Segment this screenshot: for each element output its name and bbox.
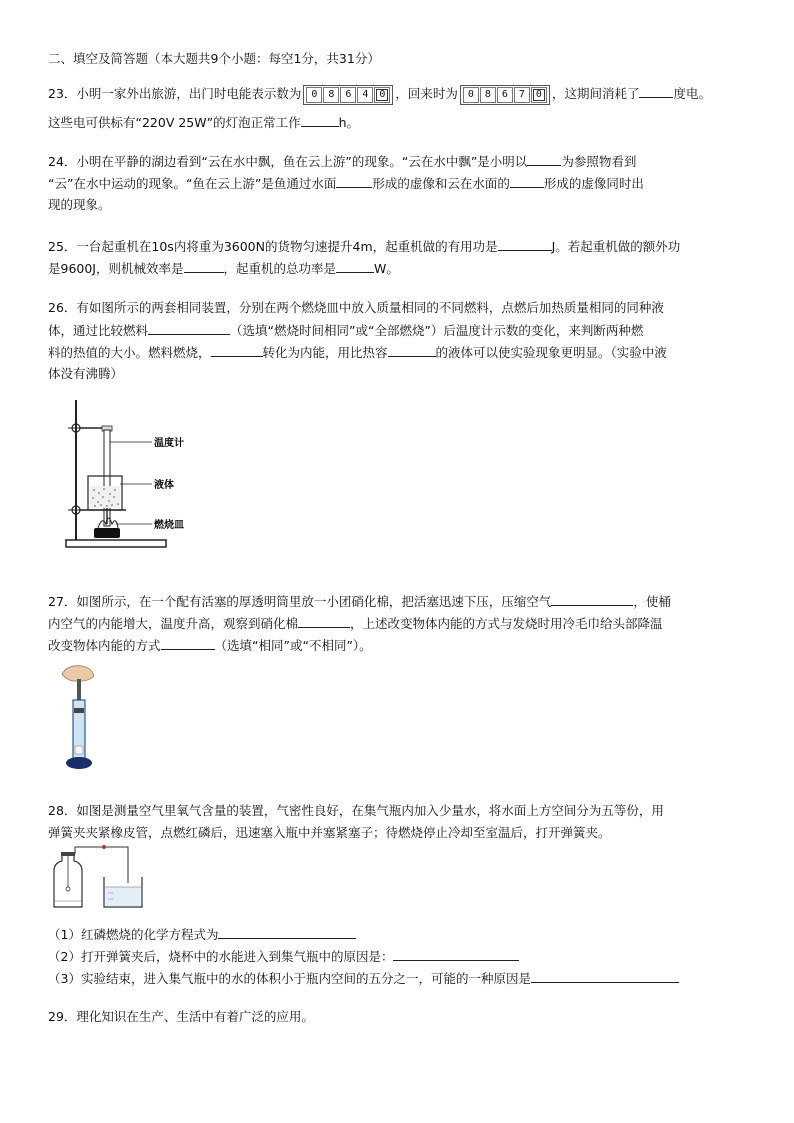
q25-l2b: ，起重机的总功率是 [223,261,337,276]
q23-text-c: ，这期间消耗了 [551,86,640,101]
oxygen-measurement-figure [48,843,144,911]
q23-text-b: ，回来时为 [395,86,458,101]
question-26-line-3 [48,343,667,362]
answer-blank[interactable] [184,259,224,273]
q27-l1b: ，使桶 [633,594,671,609]
q25-l2a: 是9600J，则机械效率是 [48,261,184,276]
question-27-line-1 [48,592,671,611]
answer-blank[interactable] [336,259,374,273]
meter-digit: 4 [357,87,373,103]
answer-blank[interactable] [211,343,263,357]
answer-blank[interactable] [336,174,372,188]
q24-l1b: 为参照物看到 [561,154,637,169]
answer-blank[interactable] [161,636,215,650]
question-26-line-1: 26．有如图所示的两套相同装置，分别在两个燃烧皿中放入质量相同的不同燃料，点燃后加热质量相同的同种液 [48,300,664,315]
q27-l3a: 改变物体内能的方式 [48,638,161,653]
tube-base [66,757,92,769]
meter-digit: 8 [480,87,496,103]
q26-l2a: 体，通过比较燃料 [48,323,149,338]
q25-l2c: W。 [374,261,399,276]
stand-base [66,540,166,547]
meter-end-reading [460,85,550,105]
meter-digit: 0 [306,87,322,103]
question-23-line-1 [48,84,711,105]
q24-l2b: 形成的虚像和云在水面的 [372,176,510,191]
answer-blank[interactable] [301,113,339,127]
q28-s3: （3）实验结束，进入集气瓶中的水的体积小于瓶内空间的五分之一，可能的一种原因是 [48,971,531,986]
q23-text-d: 度电。 [673,86,711,101]
question-24-line-1 [48,152,636,171]
question-26-line-4: 体没有沸腾） [48,366,124,381]
answer-blank[interactable] [510,174,544,188]
answer-blank[interactable] [298,614,350,628]
q27-l2a: 内空气的内能增大，温度升高，观察到硝化棉 [48,616,299,631]
compression-cylinder-figure [58,664,108,772]
label-dish: 燃烧皿 [154,520,184,531]
question-28-line-1: 28．如图是测量空气里氧气含量的装置，气密性良好，在集气瓶内加入少量水，将水面上方空间分为五等份，用 [48,803,664,818]
q23-line2-a: 这些电可供标有“220V 25W”的灯泡正常工作 [48,115,301,130]
q24-l1a: 24．小明在平静的湖边看到“云在水中飘，鱼在云上游”的现象。“云在水中飘”是小明以 [48,154,528,169]
meter-digit: 6 [497,87,513,103]
question-27-line-2 [48,614,663,633]
meter-start-reading [303,85,393,105]
answer-blank[interactable] [218,925,356,939]
answer-blank[interactable] [393,947,519,961]
question-24-line-2 [48,174,644,193]
q24-l2c: 形成的虚像同时出 [543,176,644,191]
meter-digit: 0 [463,87,479,103]
q26-l3c: 的液体可以使实验现象更明显。（实验中液 [435,345,667,360]
q26-l3a: 料的热值的大小。燃料燃烧， [48,345,211,360]
meter-digit: 0 [374,87,390,103]
heating-apparatus-figure [62,396,212,552]
meter-digit: 6 [340,87,356,103]
q26-l2b: （选填“燃烧时间相同”或“全部燃烧”）后温度计示数的变化，来判断两种燃 [230,323,644,338]
question-28-sub-3 [48,969,679,988]
meter-digit: 8 [323,87,339,103]
section-header: 二、填空及简答题（本大题共9个小题：每空1分，共31分） [48,51,380,66]
answer-blank[interactable] [148,321,230,335]
q24-l2a: “云”在水中运动的现象。“鱼在云上游”是鱼通过水面 [48,176,337,191]
answer-blank[interactable] [531,969,679,983]
meter-digit: 7 [514,87,530,103]
answer-blank[interactable] [388,343,436,357]
label-thermometer: 温度计 [154,438,184,449]
spring-clip [102,845,106,849]
q25-l1a: 25．一台起重机在10s内将重为3600N的货物匀速提升4m，起重机做的有用功是 [48,239,498,254]
question-28-sub-2 [48,947,519,966]
question-28-sub-1 [48,925,356,944]
hand [62,666,94,681]
q25-l1b: J。若起重机做的额外功 [551,239,681,254]
q27-l3b: （选填“相同”或“不相同”）。 [214,638,372,653]
question-24-line-3: 现的现象。 [48,197,111,212]
question-27-line-3 [48,636,372,655]
meter-digit: 0 [531,87,547,103]
q26-l3b: 转化为内能，用比热容 [262,345,388,360]
answer-blank[interactable] [639,84,673,98]
question-28-line-2: 弹簧夹夹紧橡皮管，点燃红磷后，迅速塞入瓶中并塞紧塞子；待燃烧停止冷却至室温后，打开弹簧夹。 [48,825,611,840]
question-25-line-2 [48,259,399,278]
burner-dish [94,528,120,538]
q27-l2b: ，上述改变物体内能的方式与发烧时用冷毛巾给头部降温 [350,616,663,631]
question-26-line-2 [48,321,643,340]
answer-blank[interactable] [498,237,552,251]
label-liquid: 液体 [154,480,174,491]
q23-line2-b: h。 [338,115,360,130]
answer-blank[interactable] [551,592,633,606]
q28-s2: （2）打开弹簧夹后，烧杯中的水能进入到集气瓶中的原因是： [48,949,394,964]
question-25-line-1 [48,237,680,256]
q28-s1: （1）红磷燃烧的化学方程式为 [48,927,219,942]
question-29-line-1: 29．理化知识在生产、生活中有着广泛的应用。 [48,1009,314,1024]
q27-l1a: 27．如图所示，在一个配有活塞的厚透明筒里放一小团硝化棉，把活塞迅速下压，压缩空气 [48,594,552,609]
answer-blank[interactable] [527,152,561,166]
q23-text-a: 23．小明一家外出旅游，出门时电能表示数为 [48,86,302,101]
question-23-line-2 [48,113,359,132]
